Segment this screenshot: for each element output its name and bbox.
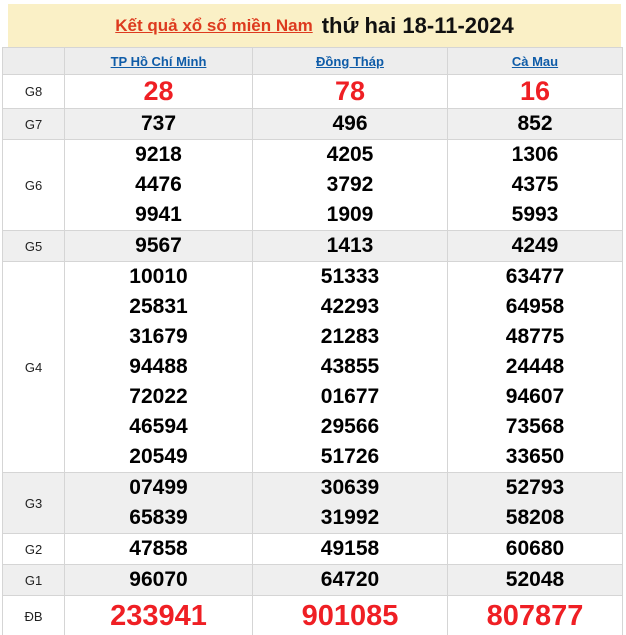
- prize-number: 72022: [129, 385, 188, 408]
- prize-row-g3: [3, 473, 623, 534]
- prize-cell: [448, 140, 623, 231]
- prize-number: 47858: [129, 537, 188, 560]
- province-link-1[interactable]: Đồng Tháp: [316, 53, 384, 69]
- prize-row-g8: [3, 75, 623, 109]
- prize-number: 233941: [110, 600, 207, 632]
- prize-number: 25831: [129, 295, 188, 318]
- prize-row-g5: [3, 231, 623, 262]
- prize-number: 737: [140, 112, 177, 135]
- prize-label: ĐB: [3, 596, 65, 635]
- prize-cell: [253, 231, 448, 262]
- prize-cell: [65, 231, 253, 262]
- column-header-row: [3, 48, 623, 75]
- prize-number: 65839: [129, 506, 188, 529]
- prize-row-g4: [3, 262, 623, 473]
- prize-number: 21283: [320, 325, 380, 348]
- prize-number: 94488: [129, 355, 188, 378]
- prize-number: 52048: [505, 568, 565, 591]
- prize-number: 9941: [135, 203, 182, 226]
- prize-number: 1306: [511, 143, 559, 166]
- draw-date-title: thứ hai 18-11-2024: [321, 12, 514, 38]
- prize-number: 01677: [320, 385, 380, 408]
- prize-row-g2: [3, 534, 623, 565]
- prize-cell: [253, 596, 448, 635]
- prize-number: 64958: [505, 295, 565, 318]
- prize-number: 48775: [505, 325, 565, 348]
- prize-number: 46594: [129, 415, 188, 438]
- prize-cell: [253, 109, 448, 140]
- region-title-link[interactable]: Kết quả xổ số miền Nam: [115, 15, 313, 35]
- prize-number: 52793: [505, 476, 565, 499]
- prize-cell: [253, 565, 448, 596]
- prize-label: G7: [3, 109, 65, 140]
- prize-number: 96070: [129, 568, 188, 591]
- province-link-0[interactable]: TP Hồ Chí Minh: [110, 53, 207, 69]
- prize-number: 28: [143, 76, 174, 106]
- prize-cell: [65, 473, 253, 534]
- prize-number: 852: [517, 112, 553, 135]
- prize-number: 4375: [511, 173, 559, 196]
- prize-number: 33650: [505, 445, 565, 468]
- prize-number: 10010: [129, 265, 188, 288]
- prize-number: 60680: [505, 537, 565, 560]
- prize-number: 78: [334, 76, 366, 106]
- prize-label: G6: [3, 140, 65, 231]
- prize-cell: [448, 534, 623, 565]
- prize-cell: [448, 109, 623, 140]
- prize-label: G3: [3, 473, 65, 534]
- prize-number: 20549: [129, 445, 188, 468]
- prize-cell: [253, 262, 448, 473]
- prize-number: 9218: [135, 143, 182, 166]
- prize-label: G1: [3, 565, 65, 596]
- prize-cell: [65, 75, 253, 109]
- prize-cell: [65, 534, 253, 565]
- prize-row-g1: [3, 565, 623, 596]
- prize-number: 1413: [326, 234, 374, 257]
- prize-number: 4476: [135, 173, 182, 196]
- prize-number: 31992: [320, 506, 380, 529]
- prize-number: 5993: [511, 203, 559, 226]
- prize-number: 58208: [505, 506, 565, 529]
- prize-number: 51333: [320, 265, 380, 288]
- prize-number: 64720: [320, 568, 380, 591]
- prize-number: 30639: [320, 476, 380, 499]
- prize-row-g6: [3, 140, 623, 231]
- prize-cell: [65, 596, 253, 635]
- corner-cell: [3, 48, 65, 75]
- prize-label: G5: [3, 231, 65, 262]
- prize-cell: [65, 565, 253, 596]
- province-link-2[interactable]: Cà Mau: [511, 53, 559, 69]
- prize-label: G8: [3, 75, 65, 109]
- prize-number: 4249: [511, 234, 559, 257]
- prize-number: 1909: [326, 203, 374, 226]
- prize-number: 43855: [320, 355, 380, 378]
- province-column-header: [253, 48, 448, 75]
- prize-cell: [253, 75, 448, 109]
- prize-number: 42293: [320, 295, 380, 318]
- results-body: [3, 75, 623, 635]
- prize-cell: [448, 473, 623, 534]
- prize-cell: [65, 109, 253, 140]
- prize-label: G4: [3, 262, 65, 473]
- prize-label: G2: [3, 534, 65, 565]
- prize-number: 73568: [505, 415, 565, 438]
- prize-number: 51726: [320, 445, 380, 468]
- prize-cell: [448, 75, 623, 109]
- results-table: [2, 47, 623, 635]
- province-column-header: [65, 48, 253, 75]
- province-column-header: [448, 48, 623, 75]
- prize-cell: [448, 565, 623, 596]
- page-title: [8, 4, 621, 47]
- prize-row-g7: [3, 109, 623, 140]
- prize-number: 94607: [505, 385, 565, 408]
- prize-number: 4205: [326, 143, 374, 166]
- prize-number: 31679: [129, 325, 188, 348]
- prize-number: 29566: [320, 415, 380, 438]
- prize-cell: [448, 262, 623, 473]
- prize-number: 07499: [129, 476, 188, 499]
- prize-number: 24448: [505, 355, 565, 378]
- prize-cell: [65, 140, 253, 231]
- prize-number: 49158: [320, 537, 380, 560]
- prize-cell: [253, 140, 448, 231]
- prize-number: 901085: [301, 600, 399, 632]
- prize-number: 3792: [326, 173, 374, 196]
- prize-row-đb: [3, 596, 623, 635]
- prize-number: 9567: [135, 234, 182, 257]
- prize-number: 63477: [505, 265, 565, 288]
- prize-number: 807877: [486, 600, 584, 632]
- prize-cell: [253, 534, 448, 565]
- prize-cell: [448, 231, 623, 262]
- prize-number: 16: [519, 76, 551, 106]
- prize-cell: [65, 262, 253, 473]
- prize-number: 496: [332, 112, 368, 135]
- prize-cell: [253, 473, 448, 534]
- prize-cell: [448, 596, 623, 635]
